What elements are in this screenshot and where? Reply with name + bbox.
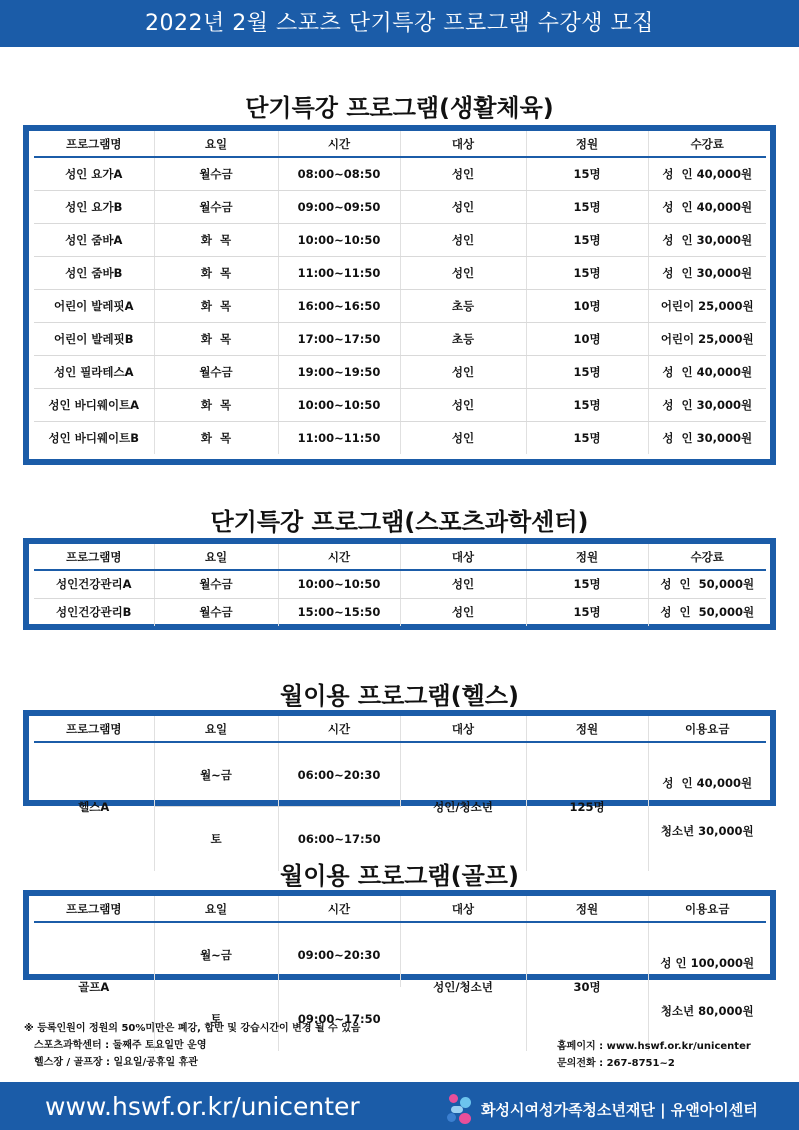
- target-cell: 성인: [400, 421, 526, 454]
- column-header: 수강료: [648, 131, 766, 157]
- capacity-cell: 15명: [526, 223, 648, 256]
- time-cell: 09:00~20:30: [278, 922, 400, 987]
- fee-adult: 성 인 40,000원: [662, 776, 753, 790]
- table-golf: [23, 890, 776, 1026]
- capacity-cell: 15명: [526, 421, 648, 454]
- footer: [0, 1082, 799, 1130]
- table-row: [34, 388, 766, 421]
- target-cell: 초등: [400, 289, 526, 322]
- table-lifestyle-sports: [23, 125, 776, 465]
- day-cell: 월수금: [154, 355, 278, 388]
- fee-cell: 성 인 30,000원: [648, 256, 766, 289]
- table-sports-science: [23, 538, 776, 630]
- day-cell: 월수금: [154, 157, 278, 190]
- column-header: 대상: [400, 544, 526, 570]
- notes: [24, 1020, 361, 1071]
- fee-cell: [648, 742, 766, 871]
- target-cell: 성인: [400, 256, 526, 289]
- time-cell: 06:00~17:50: [297, 832, 381, 846]
- column-header: 프로그램명: [34, 896, 154, 922]
- footer-org: [447, 1094, 758, 1124]
- fee-cell: 어린이 25,000원: [648, 289, 766, 322]
- target-cell: 성인: [400, 157, 526, 190]
- day-cell: 월~금: [154, 922, 278, 987]
- fee-cell: [648, 922, 766, 1051]
- fee-cell: 어린이 25,000원: [648, 322, 766, 355]
- column-header: 이용요금: [648, 716, 766, 742]
- section-title-sports-science: 단기특강 프로그램(스포츠과학센터): [210, 508, 589, 536]
- time-cell: 16:00~16:50: [278, 289, 400, 322]
- contact-info: [557, 1038, 751, 1072]
- fee-youth: 청소년 80,000원: [660, 1004, 754, 1018]
- capacity-cell: 15명: [526, 256, 648, 289]
- column-header: 프로그램명: [34, 131, 154, 157]
- time-cell: 11:00~11:50: [278, 421, 400, 454]
- page-header: 2022년 2월 스포츠 단기특강 프로그램 수강생 모집: [0, 0, 799, 47]
- capacity-cell: 30명: [526, 922, 648, 1051]
- column-header: 시간: [278, 131, 400, 157]
- time-cell: 09:00~17:50: [297, 1011, 381, 1026]
- program-name: 어린이 발레핏B: [34, 322, 154, 355]
- table-row: [34, 157, 766, 190]
- column-header: 요일: [154, 131, 278, 157]
- table-row: [34, 223, 766, 256]
- program-name: 성인건강관리B: [34, 598, 154, 626]
- fee-cell: 성 인 40,000원: [648, 190, 766, 223]
- time-cell: 11:00~11:50: [278, 256, 400, 289]
- footer-url-link[interactable]: www.hswf.or.kr/unicenter: [45, 1092, 360, 1121]
- section-title-lifestyle-sports: 단기특강 프로그램(생활체육): [245, 94, 554, 122]
- target-cell: 성인: [400, 355, 526, 388]
- note-line: 헬스장 / 골프장 : 일요일/공휴일 휴관: [34, 1057, 198, 1068]
- column-header: 요일: [154, 716, 278, 742]
- target-cell: 성인/청소년: [400, 922, 526, 1051]
- day-cell: 화 목: [154, 289, 278, 322]
- time-cell: 08:00~08:50: [278, 157, 400, 190]
- time-cell: 10:00~10:50: [278, 223, 400, 256]
- table-row: [34, 190, 766, 223]
- day-cell: 월수금: [154, 190, 278, 223]
- column-header: 정원: [526, 131, 648, 157]
- time-cell: 15:00~15:50: [278, 598, 400, 626]
- section-title-gym: 월이용 프로그램(헬스): [280, 682, 519, 710]
- capacity-cell: 10명: [526, 289, 648, 322]
- column-header: 프로그램명: [34, 716, 154, 742]
- capacity-cell: 15명: [526, 570, 648, 598]
- table-row: [34, 598, 766, 626]
- program-name: 골프A: [34, 922, 154, 1051]
- capacity-cell: 125명: [526, 742, 648, 871]
- column-header: 대상: [400, 896, 526, 922]
- fee-cell: 성 인 40,000원: [648, 355, 766, 388]
- table-row: [34, 256, 766, 289]
- column-header: 요일: [154, 544, 278, 570]
- target-cell: 성인: [400, 570, 526, 598]
- column-header: 대상: [400, 716, 526, 742]
- column-header: 시간: [278, 716, 400, 742]
- footer-org-name: 화성시여성가족청소년재단 | 유앤아이센터: [481, 1100, 758, 1119]
- day-cell: 월수금: [154, 598, 278, 626]
- program-name: 성인 요가B: [34, 190, 154, 223]
- column-header: 시간: [278, 896, 400, 922]
- table-gym: [23, 710, 776, 846]
- foundation-logo-icon: [447, 1094, 473, 1124]
- capacity-cell: 15명: [526, 157, 648, 190]
- target-cell: 초등: [400, 322, 526, 355]
- table-row: [34, 355, 766, 388]
- program-name: 헬스A: [34, 742, 154, 871]
- target-cell: 성인: [400, 223, 526, 256]
- target-cell: 성인: [400, 388, 526, 421]
- table-row: [34, 570, 766, 598]
- day-cell: 화 목: [154, 388, 278, 421]
- capacity-cell: 15명: [526, 355, 648, 388]
- fee-cell: 성 인 30,000원: [648, 223, 766, 256]
- column-header: 정원: [526, 544, 648, 570]
- day-cell: 토: [154, 987, 278, 1052]
- fee-cell: 성 인 40,000원: [648, 157, 766, 190]
- fee-adult: 성 인 100,000원: [660, 956, 755, 970]
- day-cell: 월수금: [154, 570, 278, 598]
- time-cell: 10:00~10:50: [278, 388, 400, 421]
- capacity-cell: 15명: [526, 190, 648, 223]
- table-row: [34, 322, 766, 355]
- time-cell: 17:00~17:50: [278, 322, 400, 355]
- section-title-golf: 월이용 프로그램(골프): [280, 862, 519, 890]
- program-name: 어린이 발레핏A: [34, 289, 154, 322]
- table-row: [34, 421, 766, 454]
- target-cell: 성인: [400, 190, 526, 223]
- note-line: ※ 등록인원이 정원의 50%미만은 폐강, 합반 및 강습시간이 변경 될 수 있음: [24, 1023, 361, 1034]
- column-header: 이용요금: [648, 896, 766, 922]
- column-header: 요일: [154, 896, 278, 922]
- day-cell: 토: [154, 807, 278, 872]
- day-cell: 화 목: [154, 223, 278, 256]
- program-name: 성인 줌바B: [34, 256, 154, 289]
- capacity-cell: 10명: [526, 322, 648, 355]
- day-cell: 화 목: [154, 421, 278, 454]
- fee-cell: 성 인 50,000원: [660, 605, 755, 620]
- column-header: 수강료: [648, 544, 766, 570]
- target-cell: 성인: [400, 598, 526, 626]
- homepage-text: 홈페이지 : www.hswf.or.kr/unicenter: [557, 1041, 751, 1052]
- fee-cell: 성 인 30,000원: [662, 430, 753, 445]
- program-name: 성인 바디웨이트A: [34, 388, 154, 421]
- table-row: [34, 289, 766, 322]
- fee-youth: 청소년 30,000원: [660, 824, 754, 838]
- column-header: 정원: [526, 716, 648, 742]
- time-cell: 10:00~10:50: [278, 570, 400, 598]
- program-name: 성인 필라테스A: [34, 355, 154, 388]
- program-name: 성인 줌바A: [34, 223, 154, 256]
- target-cell: 성인/청소년: [400, 742, 526, 871]
- fee-cell: 성 인 50,000원: [648, 570, 766, 598]
- time-cell: 06:00~20:30: [278, 742, 400, 807]
- program-name: 성인건강관리A: [34, 570, 154, 598]
- capacity-cell: 15명: [526, 388, 648, 421]
- fee-cell: 성 인 30,000원: [648, 388, 766, 421]
- column-header: 프로그램명: [34, 544, 154, 570]
- day-cell: 화 목: [154, 322, 278, 355]
- column-header: 정원: [526, 896, 648, 922]
- program-name: 성인 요가A: [34, 157, 154, 190]
- day-cell: 월~금: [154, 742, 278, 807]
- column-header: 대상: [400, 131, 526, 157]
- capacity-cell: 15명: [526, 598, 648, 626]
- program-name: 성인 바디웨이트B: [34, 421, 154, 454]
- column-header: 시간: [278, 544, 400, 570]
- day-cell: 화 목: [154, 256, 278, 289]
- phone-text: 문의전화 : 267-8751~2: [557, 1058, 675, 1069]
- time-cell: 09:00~09:50: [278, 190, 400, 223]
- note-line: 스포츠과학센터 : 둘째주 토요일만 운영: [34, 1040, 207, 1051]
- time-cell: 19:00~19:50: [278, 355, 400, 388]
